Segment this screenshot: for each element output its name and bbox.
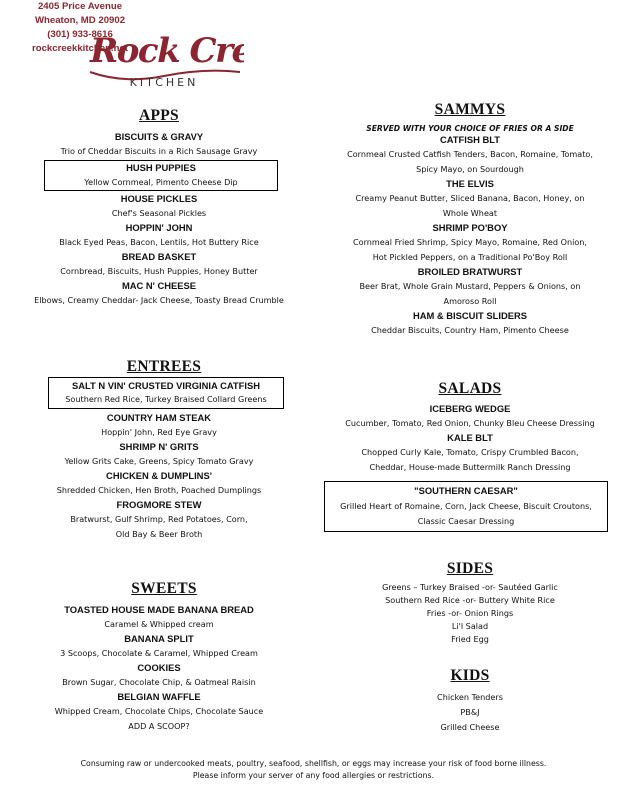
apps-section [14, 130, 304, 159]
menu-item-desc: Chopped Curly Kale, Tomato, Crispy Crumbled Bacon, [361, 447, 579, 457]
menu-item-desc: Spicy Mayo, on Sourdough [416, 164, 524, 174]
logo [84, 14, 244, 90]
menu-item-desc: Whole Wheat [442, 208, 498, 218]
kids-item: Grilled Cheese [440, 722, 500, 732]
menu-item-desc: Grilled Heart of Romaine, Corn, Jack Cheese, Biscuit Croutons, [340, 501, 592, 511]
menu-item-name: KALE BLT [447, 432, 493, 443]
logo-sub: KITCHEN [129, 76, 199, 89]
footer-line: Consuming raw or undercooked meats, poultry, seafood, shellfish, or eggs may increase your risk of food borne illness. [80, 759, 547, 768]
menu-item-name: TOASTED HOUSE MADE BANANA BREAD [64, 604, 254, 615]
side-item: Southern Red Rice -or- Buttery White Rice [385, 595, 555, 605]
menu-item-name: HUSH PUPPIES [126, 162, 196, 173]
menu-item-name: SALT N VIN' CRUSTED VIRGINIA CATFISH [72, 380, 260, 391]
menu-item-desc: Cornbread, Biscuits, Hush Puppies, Honey Butter [60, 266, 258, 276]
menu-item-desc: Brown Sugar, Chocolate Chip, & Oatmeal Raisin [62, 677, 256, 687]
logo-graphic [84, 14, 244, 90]
menu-item-desc: 3 Scoops, Chocolate & Caramel, Whipped Cream [60, 648, 258, 658]
southern-caesar-box [324, 481, 608, 532]
sammys-note: SERVED WITH YOUR CHOICE OF FRIES OR A SIDE [366, 124, 574, 133]
menu-item-name: COUNTRY HAM STEAK [106, 412, 212, 423]
footer-disclaimer [0, 758, 627, 782]
menu-item-name: SHRIMP PO'BOY [432, 222, 508, 233]
menu-item-name: BISCUITS & GRAVY [114, 131, 204, 142]
menu-item-desc: Bratwurst, Gulf Shrimp, Red Potatoes, Corn, [70, 514, 248, 524]
phone: (301) 933-8616 [47, 29, 113, 40]
menu-item-desc: Cucumber, Tomato, Red Onion, Chunky Bleu Cheese Dressing [345, 418, 595, 428]
side-item: Fries -or- Onion Rings [426, 608, 514, 618]
menu-item-name: SHRIMP N' GRITS [119, 441, 199, 452]
menu-item-desc: Beer Brat, Whole Grain Mustard, Peppers & Onions, on [359, 281, 581, 291]
menu-item-name: FROGMORE STEW [116, 499, 202, 510]
menu-item-name: BROILED BRATWURST [417, 266, 523, 277]
menu-item-name: ICEBERG WEDGE [429, 403, 511, 414]
sides-title: SIDES [446, 560, 494, 577]
menu-item-name: BREAD BASKET [121, 251, 197, 262]
catfish-box [48, 377, 284, 409]
menu-item-name: "SOUTHERN CAESAR" [414, 485, 518, 496]
sweets-title: SWEETS [131, 580, 197, 597]
sweets-section [14, 603, 304, 734]
menu-item-name: CHICKEN & DUMPLINS' [106, 470, 212, 481]
menu-item-name: CATFISH BLT [439, 134, 501, 145]
menu-item-desc: Whipped Cream, Chocolate Chips, Chocolate Sauce [54, 706, 264, 716]
sammys-title: SAMMYS [434, 101, 506, 118]
kids-item: PB&J [460, 707, 480, 717]
side-item: Fried Egg [451, 634, 489, 644]
menu-item-desc: Southern Red Rice, Turkey Braised Collard Greens [65, 394, 267, 404]
menu-item-name: HOUSE PICKLES [120, 193, 198, 204]
menu-item-desc: Chef's Seasonal Pickles [111, 208, 207, 218]
menu-item-desc: Cheddar, House-made Buttermilk Ranch Dressing [369, 462, 571, 472]
menu-item-desc: Yellow Grits Cake, Greens, Spicy Tomato Gravy [64, 456, 254, 466]
menu-item-desc: Hot Pickled Peppers, on a Traditional Po'Boy Roll [372, 252, 568, 262]
menu-item-desc: Cornmeal Fried Shrimp, Spicy Mayo, Romaine, Red Onion, [353, 237, 587, 247]
salads-title: SALADS [438, 380, 502, 397]
footer-line: Please inform your server of any food allergies or restrictions. [192, 771, 435, 780]
menu-item-name: HOPPIN' JOHN [125, 222, 193, 233]
menu-item-desc: Cheddar Biscuits, Country Ham, Pimento Cheese [371, 325, 569, 335]
menu-item-desc: Amoroso Roll [443, 296, 497, 306]
apps-title: APPS [139, 107, 179, 124]
entrees-section [14, 411, 304, 542]
side-item: Greens – Turkey Braised -or- Sautéed Garlic [382, 582, 558, 592]
menu-item-desc: Black Eyed Peas, Bacon, Lentils, Hot Buttery Rice [59, 237, 259, 247]
sammys-section [320, 124, 620, 338]
menu-item-desc: Cornmeal Crusted Catfish Tenders, Bacon, Romaine, Tomato, [347, 149, 593, 159]
menu-item-desc: Creamy Peanut Butter, Sliced Banana, Bacon, Honey, on [355, 193, 585, 203]
website[interactable]: rockcreekkitchen.net [32, 43, 128, 54]
sides-section [320, 581, 620, 646]
menu-item-desc: Caramel & Whipped cream [104, 619, 214, 629]
kids-item: Chicken Tenders [437, 692, 503, 702]
menu-item-desc: Yellow Cornmeal, Pimento Cheese Dip [84, 177, 238, 187]
kids-section [320, 690, 620, 735]
salads-section [320, 402, 620, 475]
menu-item-desc: Old Bay & Beer Broth [115, 529, 203, 539]
menu-item-desc: Elbows, Creamy Cheddar- Jack Cheese, Toasty Bread Crumble [34, 295, 284, 305]
add-scoop-text: ADD A SCOOP? [128, 721, 190, 731]
menu-item-name: MAC N' CHEESE [121, 280, 197, 291]
logo-word: Rock Cr [90, 31, 232, 71]
address: 2405 Price Avenue [37, 1, 123, 12]
menu-item-desc: Hoppin' John, Red Eye Gravy [101, 427, 217, 437]
apps-section-cont [14, 192, 304, 308]
kids-title: KIDS [450, 667, 490, 684]
menu-item-desc: Classic Caesar Dressing [417, 516, 515, 526]
entrees-title: ENTREES [126, 358, 202, 375]
hush-puppies-box [44, 160, 278, 191]
menu-item-name: BANANA SPLIT [124, 633, 194, 644]
menu-item-name: COOKIES [137, 662, 181, 673]
side-item: Li'l Salad [451, 621, 489, 631]
menu-item-desc: Trio of Cheddar Biscuits in a Rich Sausage Gravy [60, 146, 258, 156]
menu-item-desc: Shredded Chicken, Hen Broth, Poached Dumplings [56, 485, 262, 495]
menu-item-name: HAM & BISCUIT SLIDERS [412, 310, 528, 321]
city: Wheaton, MD 20902 [34, 15, 126, 26]
menu-item-name: BELGIAN WAFFLE [117, 691, 201, 702]
menu-item-name: THE ELVIS [446, 178, 494, 189]
